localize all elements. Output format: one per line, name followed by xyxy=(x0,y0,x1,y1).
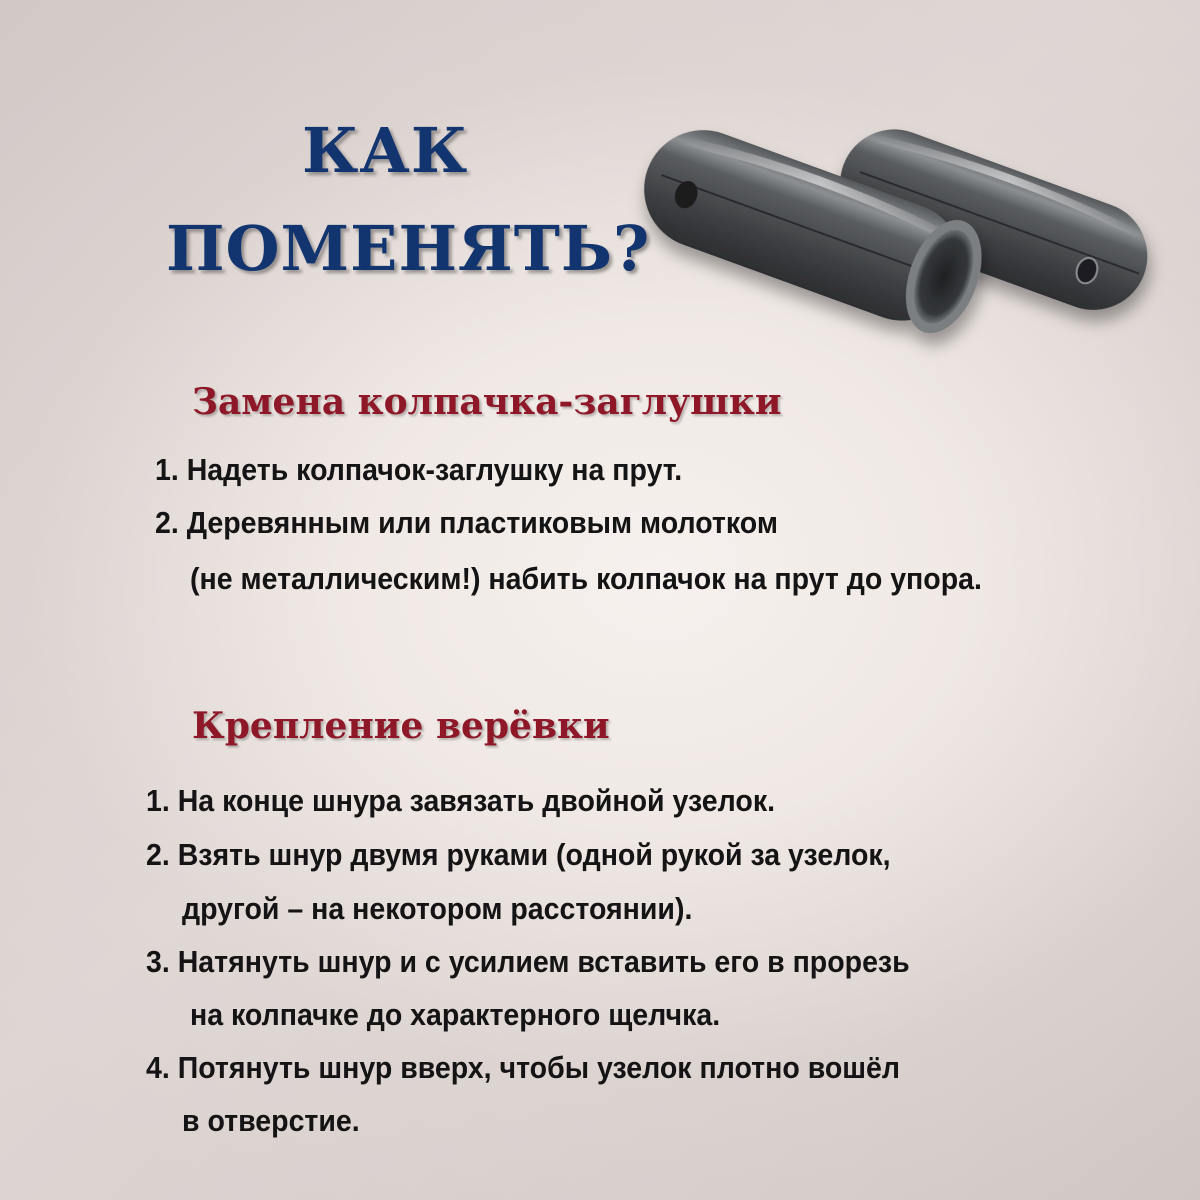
rope-step-2: 2. Взять шнур двумя руками (одной рукой за узелок, xyxy=(146,837,891,872)
rope-step-3: 3. Натянуть шнур и с усилием вставить его в прорезь xyxy=(146,944,910,979)
rope-step-4: 4. Потянуть шнур вверх, чтобы узелок плотно вошёл xyxy=(146,1050,901,1085)
rope-step-2-continued: другой – на некотором расстоянии). xyxy=(182,891,693,926)
rope-step-3-continued: на колпачке до характерного щелчка. xyxy=(190,997,721,1032)
page-title-line-2: ПОМЕНЯТЬ? xyxy=(166,212,651,285)
cap-step-2-continued: (не металлическим!) набить колпачок на прут до упора. xyxy=(190,561,982,596)
cap-step-1: 1. Надеть колпачок-заглушку на прут. xyxy=(155,452,683,487)
section-heading-rope-fastening: Крепление верёвки xyxy=(192,705,610,747)
rope-step-4-continued: в отверстие. xyxy=(182,1103,360,1138)
rope-step-1: 1. На конце шнура завязать двойной узелок. xyxy=(146,783,776,818)
page-title-line-1: КАК xyxy=(302,114,469,187)
cap-step-2: 2. Деревянным или пластиковым молотком xyxy=(155,505,778,540)
section-heading-cap-replacement: Замена колпачка-заглушки xyxy=(192,381,782,423)
metal-end-caps-icon xyxy=(620,80,1190,370)
